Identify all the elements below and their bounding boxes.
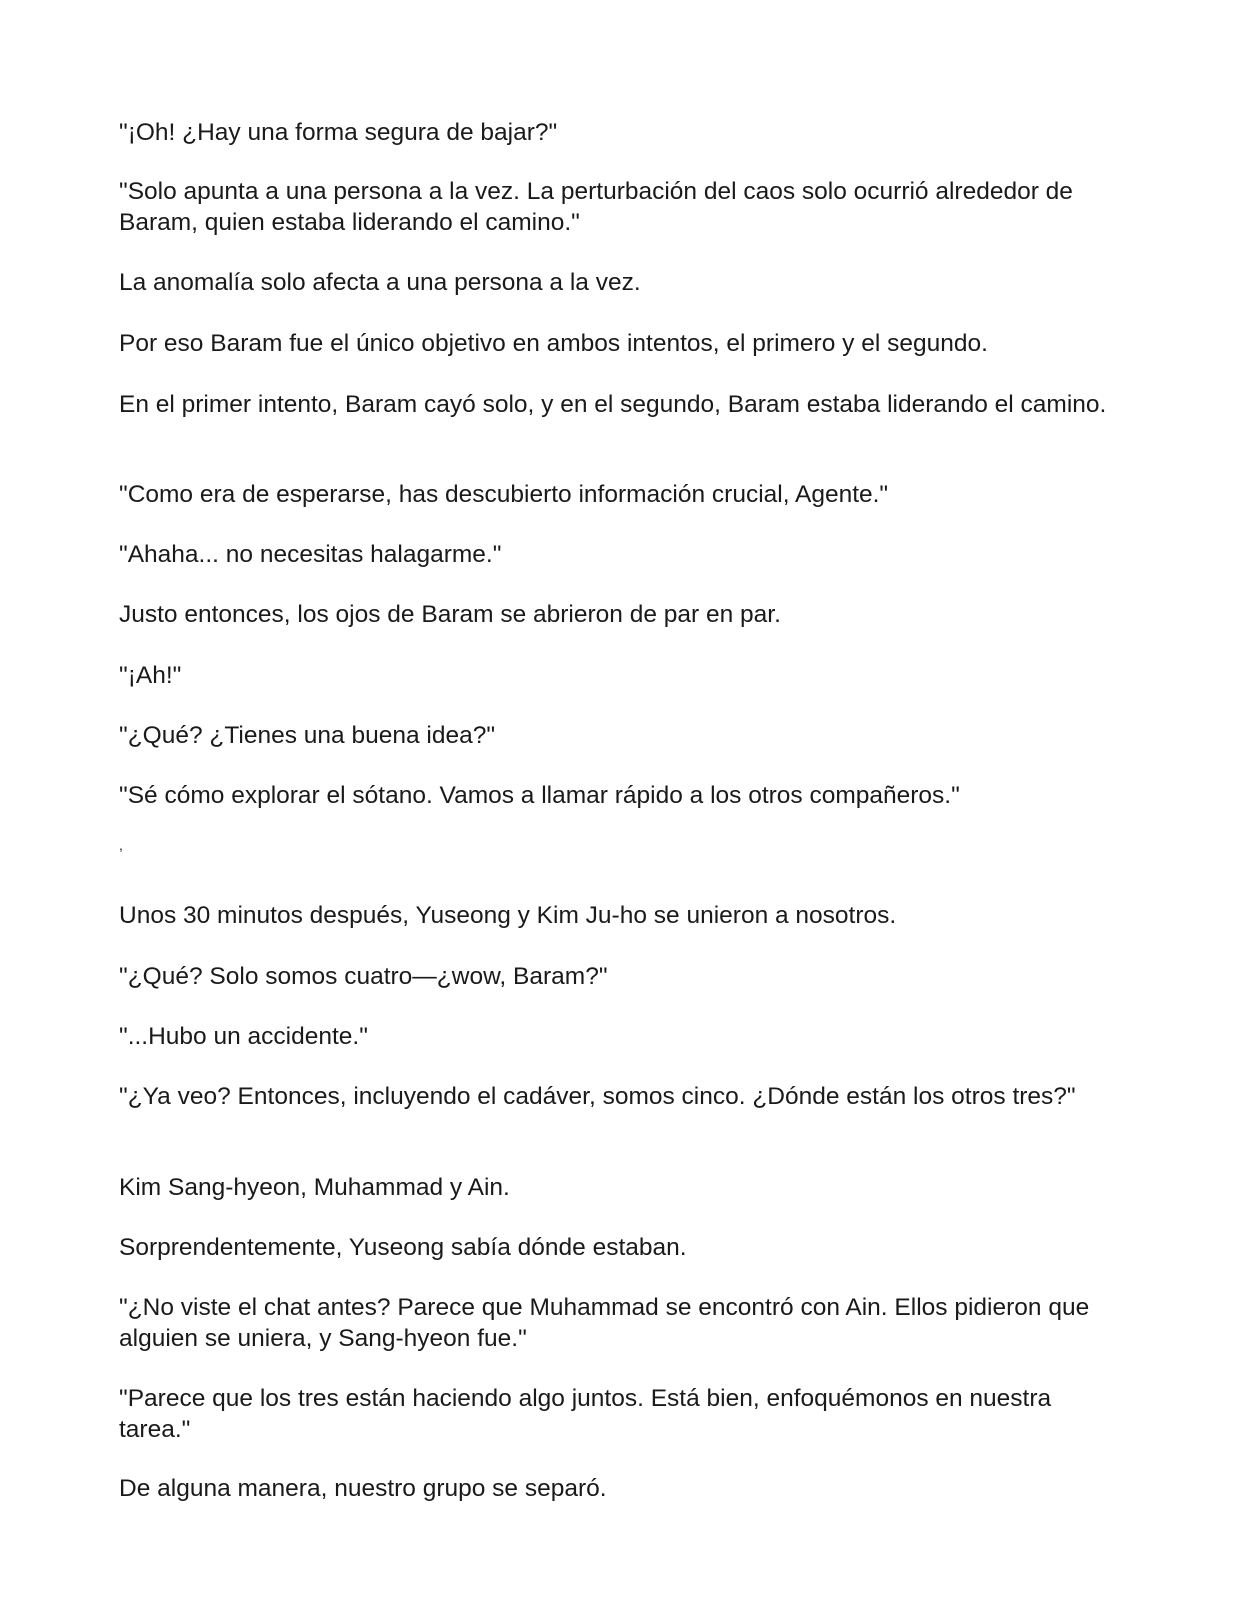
paragraph: "...Hubo un accidente." (119, 1023, 368, 1050)
paragraph: "¡Ah!" (119, 662, 182, 689)
paragraph: "Ahaha... no necesitas halagarme." (119, 541, 502, 568)
paragraph: Kim Sang-hyeon, Muhammad y Ain. (119, 1174, 510, 1201)
stray-mark: , (119, 837, 123, 853)
paragraph: Justo entonces, los ojos de Baram se abrieron de par en par. (119, 601, 781, 628)
paragraph: "Sé cómo explorar el sótano. Vamos a llamar rápido a los otros compañeros." (119, 782, 960, 809)
paragraph: La anomalía solo afecta a una persona a la vez. (119, 269, 641, 296)
paragraph: "Solo apunta a una persona a la vez. La perturbación del caos solo ocurrió alrededor de Baram, quien estaba liderando el camino." (119, 178, 1073, 236)
paragraph: "¿No viste el chat antes? Parece que Muhammad se encontró con Ain. Ellos pidieron que alguien se uniera, y Sang-hyeon fue." (119, 1294, 1090, 1352)
paragraph: Por eso Baram fue el único objetivo en ambos intentos, el primero y el segundo. (119, 330, 988, 357)
paragraph: "¿Qué? Solo somos cuatro—¿wow, Baram?" (119, 963, 608, 990)
paragraph: De alguna manera, nuestro grupo se separó. (119, 1475, 607, 1502)
paragraph: "¿Ya veo? Entonces, incluyendo el cadáver, somos cinco. ¿Dónde están los otros tres?" (119, 1083, 1076, 1110)
paragraph: Sorprendentemente, Yuseong sabía dónde estaban. (119, 1234, 687, 1261)
paragraph: "Parece que los tres están haciendo algo juntos. Está bien, enfoquémonos en nuestra tarea." (119, 1385, 1052, 1443)
paragraph: "¡Oh! ¿Hay una forma segura de bajar?" (119, 119, 558, 146)
paragraph: "¿Qué? ¿Tienes una buena idea?" (119, 722, 496, 749)
paragraph: En el primer intento, Baram cayó solo, y en el segundo, Baram estaba liderando el camino. (119, 391, 1107, 418)
paragraph: "Como era de esperarse, has descubierto información crucial, Agente." (119, 481, 889, 508)
paragraph: Unos 30 minutos después, Yuseong y Kim Ju-ho se unieron a nosotros. (119, 902, 897, 929)
